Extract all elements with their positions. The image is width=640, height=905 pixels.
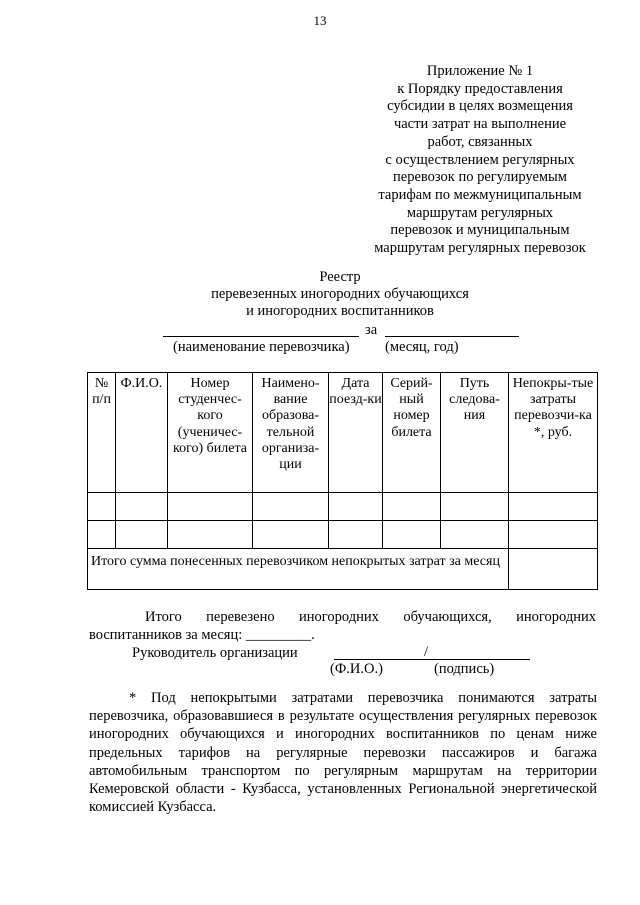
- title-line-2: перевезенных иногородних обучающихся: [211, 286, 469, 302]
- document-title: [120, 269, 560, 320]
- page-number: 13: [313, 13, 327, 28]
- carrier-period-line: [163, 322, 523, 340]
- col-header-organization: Наимено-вание образова-тельной организа-ции: [253, 373, 329, 493]
- col-header-route: Путь следова-ния: [441, 373, 509, 493]
- table-row: [88, 493, 598, 521]
- period-caption: (месяц, год): [385, 339, 459, 355]
- register-table: [87, 372, 598, 590]
- col-header-trip-date: Дата поезд-ки: [329, 373, 383, 493]
- table-cell: [253, 521, 329, 549]
- table-header-row: [88, 373, 598, 493]
- title-line-3: и иногородних воспитанников: [246, 303, 434, 319]
- appendix-line: субсидии в целях возмещения: [387, 98, 573, 115]
- appendix-line: Приложение № 1: [426, 63, 534, 79]
- period-blank: [385, 336, 519, 337]
- za-word: за: [365, 322, 378, 338]
- summary-line-1: Итого перевезено иногородних обучающихся, иногородних: [145, 609, 596, 625]
- appendix-line: маршрутам регулярных: [406, 204, 554, 221]
- table-cell: [509, 493, 598, 521]
- table-cell: [383, 521, 441, 549]
- col-header-ticket-id: Номер студенчес-кого (ученичес-кого) билета: [168, 373, 253, 493]
- signature-block: [132, 645, 602, 685]
- appendix-line: перевозок по регулируемым: [393, 169, 567, 186]
- total-row: [88, 549, 598, 590]
- signature-caption: (подпись): [434, 661, 495, 677]
- head-label: Руководитель организации: [132, 645, 298, 661]
- table-cell: [88, 521, 116, 549]
- appendix-heading: [362, 63, 598, 258]
- col-header-fio: Ф.И.О.: [116, 373, 168, 493]
- appendix-line: к Порядку предоставления: [397, 80, 563, 97]
- col-header-uncovered-costs: Непокры-тые затраты перевозчи-ка *, руб.: [509, 373, 598, 493]
- appendix-line: тарифам по межмуниципальным: [378, 186, 582, 203]
- appendix-line: работ, связанных: [427, 133, 533, 150]
- appendix-line: с осуществлением регулярных: [385, 151, 575, 168]
- carrier-name-caption: (наименование перевозчика): [173, 339, 350, 355]
- table-cell: [383, 493, 441, 521]
- table-cell: [168, 493, 253, 521]
- table-cell: [88, 493, 116, 521]
- table-cell: [509, 521, 598, 549]
- table-cell: [116, 521, 168, 549]
- summary-line-2: воспитанников за месяц: _________.: [89, 627, 315, 643]
- total-label: Итого сумма понесенных перевозчиком непокрытых затрат за месяц: [88, 549, 509, 590]
- table-cell: [329, 493, 383, 521]
- signature-blank: [430, 659, 530, 660]
- summary-block: [89, 608, 596, 644]
- appendix-line: маршрутам регулярных перевозок: [374, 240, 586, 257]
- fio-caption: (Ф.И.О.): [330, 661, 383, 677]
- slash-separator: /: [424, 644, 429, 660]
- table-cell: [116, 493, 168, 521]
- table-cell: [253, 493, 329, 521]
- title-line-1: Реестр: [319, 269, 361, 285]
- table-row: [88, 521, 598, 549]
- appendix-line: перевозок и муниципальным: [390, 222, 570, 239]
- table-cell: [329, 521, 383, 549]
- col-header-ticket-serial: Серий-ный номер билета: [383, 373, 441, 493]
- table-cell: [441, 493, 509, 521]
- total-value-cell: [509, 549, 598, 590]
- carrier-name-blank: [163, 336, 359, 337]
- appendix-line: части затрат на выполнение: [393, 116, 567, 133]
- table-cell: [168, 521, 253, 549]
- col-header-number: № п/п: [88, 373, 116, 493]
- footnote: * Под непокрытыми затратами перевозчика понимаются затраты перевозчика, образовавшиеся в результате осуществления регулярных перевозок иногородних обучающихся и иногородних воспитанников по ценам ниже предельных тарифов на регулярные перевозки пассажиров и багажа автомобильным транспортом по регулярным маршрутам на территории Кемеровской области - Кузбасса, установленных Региональной энергетической комиссией Кузбасса.: [89, 690, 597, 816]
- table-cell: [441, 521, 509, 549]
